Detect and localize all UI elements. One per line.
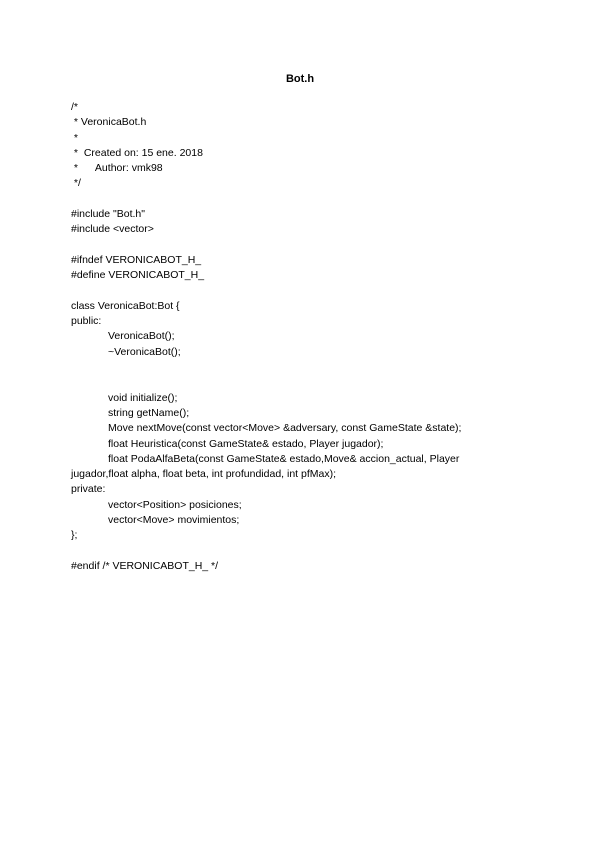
document-title: Bot.h [285,73,315,85]
code-block [71,100,541,574]
code-line: * VeronicaBot.h [71,116,147,129]
code-line [71,375,541,390]
code-line: void initialize(); [108,391,178,404]
code-line: class VeronicaBot:Bot { [71,299,180,312]
code-line: private: [71,483,106,496]
code-line: vector<Move> movimientos; [108,514,240,527]
code-line: * Author: vmk98 [71,162,163,175]
code-line [71,238,541,253]
code-line [71,284,541,299]
code-line: #define VERONICABOT_H_ [71,269,205,282]
code-line: jugador,float alpha, float beta, int profundidad, int pfMax); [71,468,337,481]
code-line [71,360,541,375]
code-line: ~VeronicaBot(); [108,345,181,358]
code-line: float PodaAlfaBeta(const GameState& estado,Move& accion_actual, Player [108,452,460,465]
code-line [71,544,541,559]
code-line: * Created on: 15 ene. 2018 [71,146,203,159]
code-line: #ifndef VERONICABOT_H_ [71,253,202,266]
code-line: }; [71,529,78,542]
code-line: /* [71,101,79,113]
code-line: VeronicaBot(); [108,330,175,343]
code-line: #endif /* VERONICABOT_H_ */ [71,559,219,572]
code-line: string getName(); [108,406,190,419]
code-line: */ [71,177,81,190]
code-line: #include "Bot.h" [71,208,146,221]
code-line [71,192,541,207]
code-line: * [71,131,79,144]
code-line: Move nextMove(const vector<Move> &adversary, const GameState &state); [108,422,462,435]
code-line: #include <vector> [71,223,154,236]
code-line: vector<Position> posiciones; [108,498,242,511]
code-line: float Heuristica(const GameState& estado, Player jugador); [108,437,384,450]
code-line: public: [71,315,102,328]
